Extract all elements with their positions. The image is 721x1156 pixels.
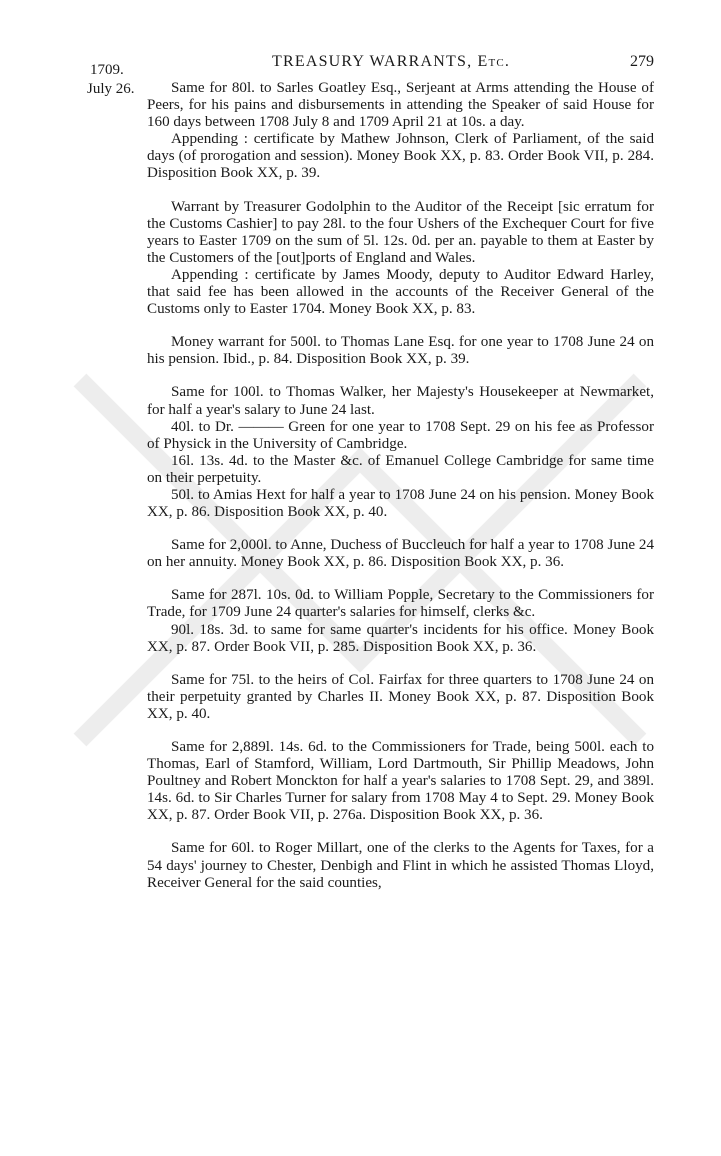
- entry-paragraph: Same for 80l. to Sarles Goatley Esq., Serjeant at Arms attending the House of Peers, for his pains and disbursements in attending the Speaker of said House for 160 days between 1708 July 8 and 1709 April 21 at 10s. a day.: [147, 80, 654, 131]
- warrant-entry: [147, 739, 654, 824]
- entry-paragraph: Money warrant for 500l. to Thomas Lane Esq. for one year to 1708 June 24 on his pension. Ibid., p. 84. Disposition Book XX, p. 39.: [147, 334, 654, 368]
- warrant-entry: [147, 587, 654, 655]
- entry-paragraph: Same for 2,889l. 14s. 6d. to the Commissioners for Trade, being 500l. each to Thomas, Earl of Stamford, William, Lord Dartmouth, Sir Phillip Meadows, John Poultney and Robert Monckton for half a year's salaries to 1708 Sept. 29, and 389l. 14s. 6d. to Sir Charles Turner for salary from 1708 May 4 to Sept. 29. Money Book XX, p. 87. Order Book VII, p. 276a. Disposition Book XX, p. 36.: [147, 739, 654, 824]
- entry-paragraph: Warrant by Treasurer Godolphin to the Auditor of the Receipt [sic erratum for the Customs Cashier] to pay 28l. to the four Ushers of the Exchequer Court for five years to Easter 1709 on the sum of 5l. 12s. 0d. per an. payable to them at Easter by the Customers of the [out]ports of England and Wales.: [147, 198, 654, 266]
- entry-paragraph: Same for 287l. 10s. 0d. to William Popple, Secretary to the Commissioners for Trade, for 1709 June 24 quarter's salaries for himself, clerks &c.: [147, 587, 654, 621]
- warrant-entry: [147, 334, 654, 368]
- entry-paragraph: Same for 100l. to Thomas Walker, her Majesty's Housekeeper at Newmarket, for half a year's salary to June 24 last.: [147, 384, 654, 418]
- warrant-entry: [147, 199, 654, 319]
- warrant-entry: [147, 672, 654, 723]
- page-number: 279: [630, 53, 654, 70]
- warrant-entry: [147, 840, 654, 891]
- entry-paragraph: 40l. to Dr. ——— Green for one year to 1708 Sept. 29 on his fee as Professor of Physick in the University of Cambridge.: [147, 418, 654, 452]
- warrant-entry: [147, 384, 654, 521]
- entry-paragraph: Same for 2,000l. to Anne, Duchess of Buccleuch for half a year to 1708 June 24 on her annuity. Money Book XX, p. 86. Disposition Book XX, p. 36.: [147, 537, 654, 571]
- entry-paragraph: 50l. to Amias Hext for half a year to 1708 June 24 on his pension. Money Book XX, p. 86. Disposition Book XX, p. 40.: [147, 486, 654, 521]
- running-title: TREASURY WARRANTS, Etc.: [272, 53, 511, 70]
- header-year: 1709.: [90, 62, 124, 78]
- entry-paragraph: Same for 60l. to Roger Millart, one of the clerks to the Agents for Taxes, for a 54 days' journey to Chester, Denbigh and Flint in which he assisted Thomas Lloyd, Receiver General for the said counties,: [147, 840, 654, 891]
- entry-paragraph: Appending : certificate by James Moody, deputy to Auditor Edward Harley, that said fee has been allowed in the accounts of the Receiver General of the Customs only to Easter 1704. Money Book XX, p. 83.: [147, 266, 654, 318]
- warrant-entry: [147, 80, 654, 183]
- warrant-entry: [147, 537, 654, 571]
- margin-date: July 26.: [87, 81, 135, 97]
- entry-paragraph: 90l. 18s. 3d. to same for same quarter's incidents for his office. Money Book XX, p. 87. Order Book VII, p. 285. Disposition Book XX, p. 36.: [147, 621, 654, 655]
- document-body: [147, 80, 654, 892]
- entry-paragraph: 16l. 13s. 4d. to the Master &c. of Emanuel College Cambridge for same time on their perpetuity.: [147, 452, 654, 486]
- entry-paragraph: Appending : certificate by Mathew Johnson, Clerk of Parliament, of the said days (of prorogation and session). Money Book XX, p. 83. Order Book VII, p. 284. Disposition Book XX, p. 39.: [147, 131, 654, 182]
- entry-paragraph: Same for 75l. to the heirs of Col. Fairfax for three quarters to 1708 June 24 on their perpetuity granted by Charles II. Money Book XX, p. 87. Disposition Book XX, p. 40.: [147, 671, 654, 722]
